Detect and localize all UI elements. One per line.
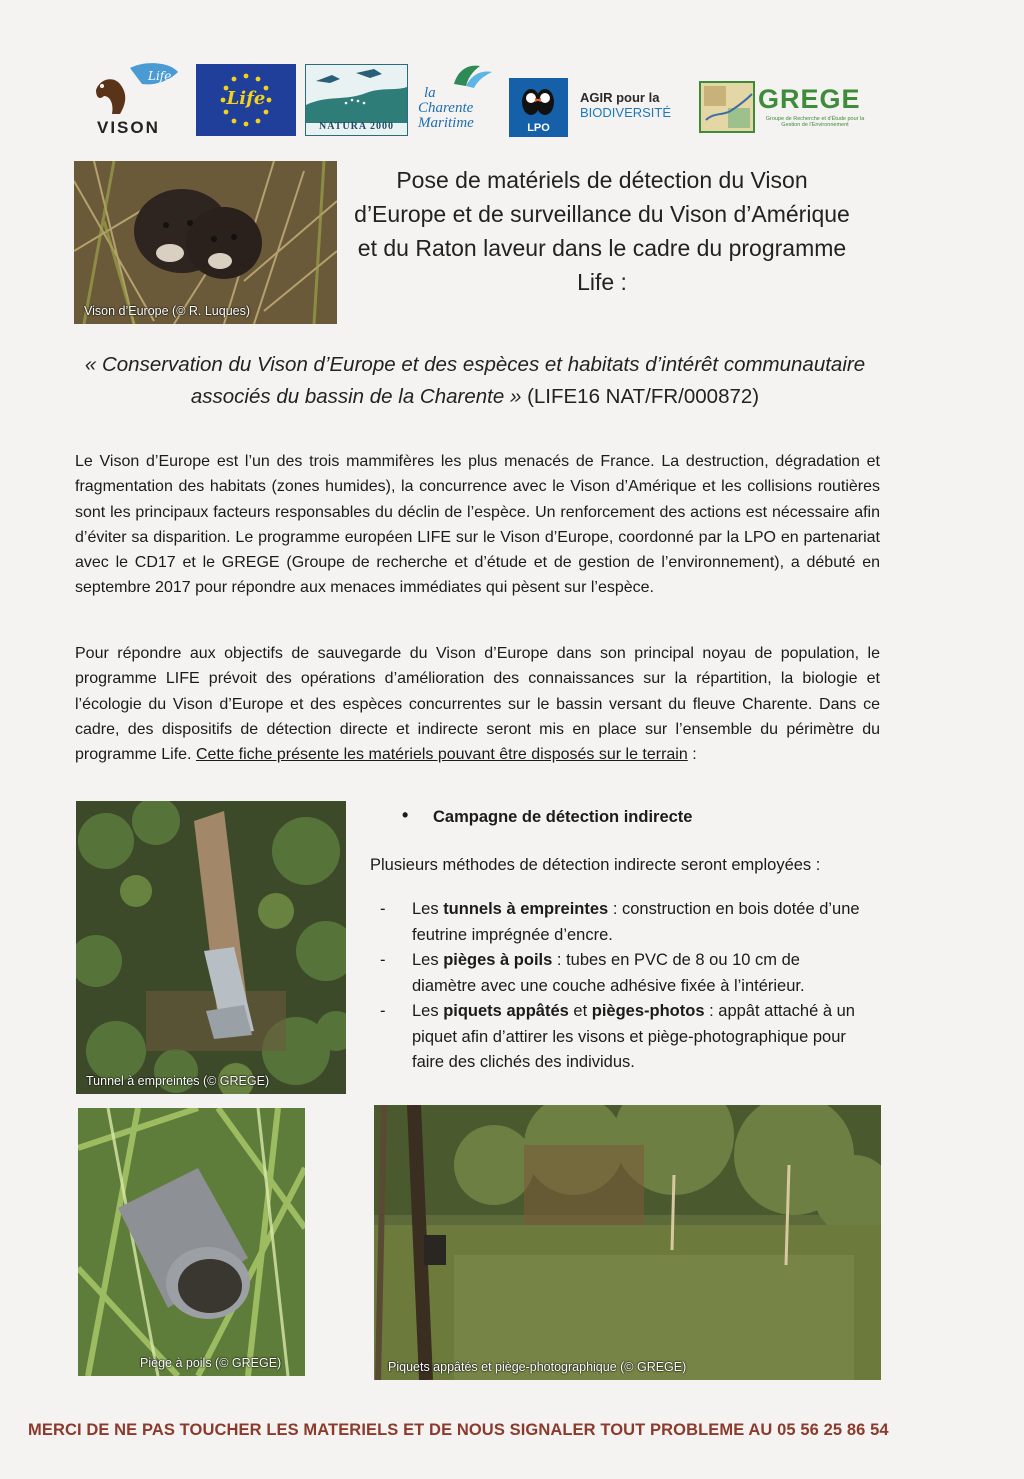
objectives-underlined-text: Cette fiche présente les matériels pouvant être disposés sur le terrain — [195, 746, 688, 764]
list-item-text: : construction en bois dotée d’une feutrine imprégnée d’encre. — [412, 900, 860, 944]
list-item-pre: Les — [412, 900, 444, 918]
list-dash: - — [380, 900, 386, 918]
tunnel-photo — [76, 801, 346, 1094]
project-code: (LIFE16 NAT/FR/000872) — [527, 385, 760, 408]
agir-line-2: BIODIVERSITÉ — [580, 105, 672, 120]
charente-line-1: la — [424, 85, 436, 101]
tunnel-photo-image — [76, 801, 346, 1094]
natura-2000-logo — [305, 64, 408, 136]
mink-icon — [90, 60, 185, 120]
agir-biodiversite-logo — [580, 90, 671, 120]
lpo-logo — [509, 78, 568, 137]
list-item-text: : appât attaché à un piquet afin d’attirer les visons et piège-photographique pour faire des clichés des individus. — [412, 1002, 855, 1071]
hair-trap-photo-caption: Piège à poils (© GREGE) — [140, 1356, 282, 1370]
intro-paragraph: Le Vison d’Europe est l’un des trois mammifères les plus menacés de France. La destruction, dégradation et fragmentation des habitats (zones humides), la concurrence avec le Vison d’Amérique et les collisions routières sont les principaux facteurs responsables du déclin de l’espèce. Un renforcement des actions est nécessaire afin d’éviter sa disparition. Le programme européen LIFE sur le Vison d’Europe, coordonné par la LPO en partenariat avec le CD17 et le GREGE (Groupe de recherche et d’étude et de gestion de l’environnement), a débuté en septembre 2017 pour répondre aux menaces immédiates qui pèsent sur l’espèce. — [75, 453, 880, 597]
agir-line-1: AGIR pour la — [580, 90, 660, 105]
section-bullet: • — [402, 805, 409, 825]
logo-bar — [0, 0, 1024, 150]
vison-photo — [74, 161, 337, 324]
objectives-text: Pour répondre aux objectifs de sauvegarde du Vison d’Europe dans son principal noyau de population, le programme LIFE prévoit des opérations d’amélioration des connaissances sur la répartition, la biologie et l’écologie du Vison d’Europe et des espèces concurrentes sur le bassin versant du fleuve Charente. Dans ce cadre, des dispositifs de détection directe et indirecte seront mis en place sur l’ensemble du périmètre du programme Life. — [75, 645, 880, 764]
mink-photo-image — [74, 161, 337, 324]
charente-line-3: Maritime — [418, 115, 474, 131]
grege-text: GREGE — [758, 84, 861, 114]
list-item-text: : tubes en PVC de 8 ou 10 cm de diamètre avec une couche adhésive fixée à l’intérieur. — [412, 951, 805, 995]
page-title: Pose de matériels de détection du Vison d’Europe et de surveillance du Vison d’Amérique et du Raton laveur dans le cadre du programme Life : — [354, 167, 850, 295]
list-dash: - — [380, 1002, 386, 1020]
list-item-bold-2: pièges-photos — [591, 1002, 705, 1020]
methods-list — [380, 897, 860, 1076]
grege-logo — [698, 80, 872, 134]
tunnel-photo-caption: Tunnel à empreintes (© GREGE) — [86, 1074, 270, 1088]
svg-text:Life: Life — [148, 69, 172, 83]
list-item-bold: tunnels à empreintes — [443, 900, 609, 918]
footer-warning: MERCI DE NE PAS TOUCHER LES MATERIELS ET DE NOUS SIGNALER TOUT PROBLEME AU 05 56 25 86 54 — [28, 1421, 889, 1439]
list-item-bold: pièges à poils — [443, 951, 553, 969]
natura-2000-text: NATURA 2000 — [319, 121, 394, 132]
grege-map-icon — [698, 80, 756, 134]
bait-stakes-photo-image — [374, 1105, 881, 1380]
bait-stakes-photo-caption: Piquets appâtés et piège-photographique (© GREGE) — [388, 1360, 687, 1374]
objectives-paragraph — [75, 641, 880, 767]
hair-trap-photo — [78, 1108, 305, 1376]
list-dash: - — [380, 951, 386, 969]
project-name: « Conservation du Vison d’Europe et des espèces et habitats d’intérêt communautaire associés du bassin de la Charente » — [84, 353, 866, 408]
vison-photo-caption: Vison d’Europe (© R. Luques) — [84, 304, 251, 318]
charente-text — [418, 86, 474, 131]
list-item-bold: piquets appâtés — [443, 1002, 569, 1020]
lpo-text: LPO — [527, 122, 550, 134]
hair-trap-photo-image — [78, 1108, 305, 1376]
methods-intro: Plusieurs méthodes de détection indirecte seront employées : — [370, 856, 821, 874]
list-item — [380, 948, 860, 999]
list-item-mid: et — [568, 1002, 592, 1020]
list-item-pre: Les — [412, 1002, 444, 1020]
list-item-pre: Les — [412, 951, 444, 969]
grege-subtitle: Groupe de Recherche et d'Étude pour la Gestion de l'Environnement — [765, 116, 865, 128]
list-item — [380, 897, 860, 948]
charente-maritime-logo — [414, 62, 506, 138]
charente-line-2: Charente — [418, 100, 474, 116]
objectives-end: : — [687, 746, 697, 764]
vison-logo-text: VISON — [97, 118, 160, 137]
section-heading: Campagne de détection indirecte — [433, 808, 693, 826]
project-subtitle — [60, 349, 890, 413]
bait-stakes-photo — [374, 1105, 881, 1380]
birds-icon — [306, 65, 407, 123]
eu-life-logo — [196, 64, 296, 136]
puffin-icon — [509, 78, 568, 122]
list-item — [380, 999, 860, 1076]
eu-life-text: Life — [226, 88, 266, 109]
